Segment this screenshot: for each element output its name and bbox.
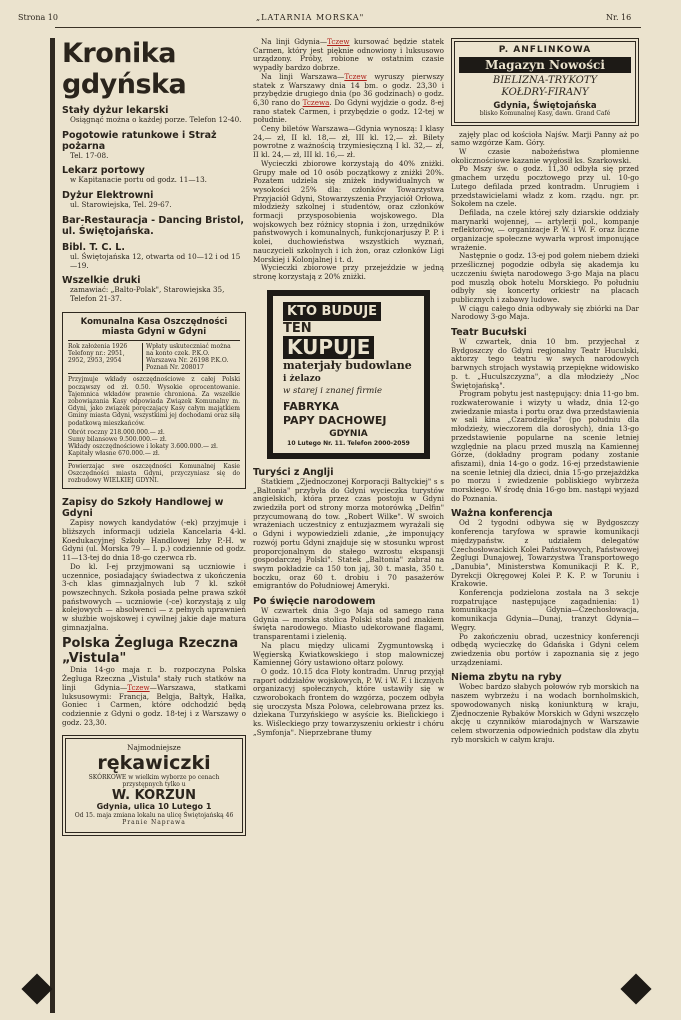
page-label: Strona 10 bbox=[18, 13, 58, 22]
issue-number: Nr. 16 bbox=[606, 13, 632, 22]
swieto-heading: Po święcie narodowem bbox=[253, 596, 376, 608]
ad-line: PAPY DACHOWEJ bbox=[283, 413, 387, 427]
section-heading: Wszelkie druki bbox=[62, 275, 141, 287]
korzun-advert bbox=[62, 735, 246, 835]
section-heading: Lekarz portowy bbox=[62, 165, 145, 177]
article-text: W ciągu całego dnia odbywały się zbiórki na Dar Narodowy 3-go Maja. bbox=[451, 303, 639, 322]
ad-line: i żelazo bbox=[283, 373, 321, 384]
ad-line: KUPUJE bbox=[283, 336, 374, 359]
diamond-ornament bbox=[21, 973, 52, 1004]
column-1 bbox=[62, 38, 246, 1010]
tczew-highlight: Tczew bbox=[344, 71, 367, 81]
papa-advert bbox=[267, 290, 430, 459]
section-heading: Pogotowie ratunkowe i Straż pożarna bbox=[62, 129, 217, 152]
kasa-title: Komunalna Kasa Oszczędności miasta Gdyni w Gdyni bbox=[80, 316, 228, 337]
section-heading: Dyżur Elektrowni bbox=[62, 190, 154, 202]
teatr-text: W czwartek, dnia 10 bm. przyjechał z Bydgoszczy do Gdyni regjonalny Teatr Huculski, aktorzy tego teatru w swych narodowych barwnych strojach wystawią przepiękne widowisko p. t. „Huculszczyzna", a dla młodzieży „Noc Świętojańską". bbox=[451, 337, 639, 390]
swieto-text: W czwartek dnia 3-go Maja od samego rana Gdynia — morska stolica Polski stała pod znakiem święta narodowego. Miasto udekorowane flagami, transparentami i zielenią. bbox=[253, 606, 444, 642]
ad-line: FABRYKA bbox=[283, 399, 340, 413]
kronika-title: Kronika gdyńska bbox=[62, 38, 187, 100]
column-3 bbox=[451, 38, 639, 1010]
ryby-text: Wobec bardzo słabych połowów ryb morskich na naszem wybrzeżu i na wodach bornholmskich, spowodowanych niską koniunkturą w kraju, Zjednoczenie Rybaków Morskich w Gdyni wszczęło akcję u czynników miarodajnych w Warszawie celem stworzenia odpowiednich podstaw dla zbytu ryb morskich w całym kraju. bbox=[451, 682, 639, 744]
tczew-highlight: Tczewa bbox=[302, 97, 330, 107]
ad-line: materjały budowlane bbox=[283, 358, 412, 372]
section-heading: Stały dyżur lekarski bbox=[62, 105, 169, 116]
article-text: Następnie o godz. 13-ej pod gołem niebem dzieki prześlicznej pogodzie odbyła się akademja ku uczczeniu święta narodowego 3-go Maja na placu pod muszlą obok hotelu Morskiego. Po południu odbyły się koncerty orkiestr na placach publicznych i zabawy ludowe. bbox=[451, 251, 639, 304]
ad-line: SKÓRKOWE w wielkim wyborze po cenach przystępnych tylko u bbox=[88, 774, 220, 789]
ad-line: KOŁDRY-FIRANY bbox=[501, 86, 589, 98]
article-text: zajęły plac od kościoła Najśw. Marji Panny aż po samo wzgórze Kam. Góry. bbox=[451, 129, 639, 148]
ad-line: Od 15. maja zmiana lokalu na ulicę Świętojańską 46 bbox=[74, 812, 234, 820]
section-heading: Bar-Restauracja - Dancing Bristol, ul. Świętojańska. bbox=[62, 214, 244, 237]
kasa-advert bbox=[62, 312, 246, 490]
tczew-highlight: Tczew bbox=[327, 38, 350, 46]
article-text: Defilada, na czele której szły dziarskie oddziały marynarki wojennej, — artylerji pol., kompanje reflektorów, — organizacje P. W. i W. F. oraz liczne organizacje społeczne wywarła wprost imponujące wrażenie. bbox=[451, 207, 639, 252]
article-text: Wycieczki zbiorowe korzystają do 40% zniżki. Grupy małe od 10 osób początkowy z zniżki 20%. Pozatem udziela się zniżek indywidualnych w wysokości 25% dla: członków Towarzystwa Przyjaciół Gdyni, Stowarzyszenia Przyjaciół Orłowa, młodzieży szkolnej i studentów, oraz członków formacji przysposobienia wojskowego. Dla wojskowych bez różnicy stopnia i żon, urzędników państwowych i komunalnych, funkcjonarjuszy P. P. i kolei, duchowieństwa wszystkich wyznań, nauczycieli szkolnych i ich żon, oraz członków Ligi Morskiej i Kolonjalnej i t. d. bbox=[253, 158, 444, 264]
chronicle-list bbox=[62, 105, 246, 304]
article-text: Wycieczki zbiorowe przy przejeździe w jedną stronę korzystają z 20% zniżki. bbox=[253, 263, 444, 281]
ad-line: Pranie Naprawa bbox=[122, 819, 186, 827]
teatr-heading: Teatr Bucułski bbox=[451, 327, 527, 339]
article-text: W czasie nabożeństwa płomienne okolicznościowe kazanie wygłosił ks. Szarkowski. bbox=[451, 147, 639, 165]
ad-line: Gdynia, ulica 10 Lutego 1 bbox=[96, 802, 212, 812]
kasa-body: Przyjmuje wkłady oszczędnościowe z całej Polski począwszy od zł. 0.50. Wysokie oprocentowanie. Tajemnica wkładów prawnie chroniona. Za wszelkie zobowiązania Kasy odpowiada Związek Komunalny m. Gdyni, jako związek poręczający Kasy całym majątkiem Gminy miasta Gdyni, wszystkimi jej dochodami oraz siłą podatkową mieszkańców. bbox=[68, 373, 240, 426]
zegluga-text: Dnia 14-go maja r. b. rozpoczyna Polska Żegluga Rzeczna „Vistula" stały ruch statków na linji Gdynia—Tczew—Warszawa, statkami luksusowymi: Francja, Belgja, Bałtyk, Hałka, Goniec i Carmen, które odchodzić będą codziennie z Gdyni o godz. 18-tej i z Warszawy o godz. 23,30. bbox=[62, 665, 246, 727]
section-text: ul. Świętojańska 12, otwarta od 10—12 i od 15—19. bbox=[70, 251, 241, 270]
ad-line: Magazyn Nowości bbox=[459, 57, 631, 73]
kasa-stat: Obrót roczny 218.000.000.— zł. bbox=[68, 428, 165, 436]
kasa-footer: Powierzając swe oszczędności Komunalnej Kasie Oszczędności miasta Gdyni, przyczyniasz się do rozbudowy WIELKIEJ GDYNI. bbox=[68, 460, 240, 485]
ad-line: BIELIZNA-TRYKOTY bbox=[492, 74, 598, 86]
ad-line: Gdynia, Świętojańska bbox=[493, 100, 597, 111]
article-text: Ceny biletów Warszawa—Gdynia wynoszą: I klasy 24,— zł, II kl. 18,— zł, III kl. 12,— zł. Bilety powrotne z ważnością trzymiesięczną I kl. 32,— zł, II kl. 24,— zł, III kl. 16,— zł. bbox=[253, 124, 444, 160]
section-text: w Kapitanacie portu od godz. 11—13. bbox=[70, 175, 207, 185]
anflinkowa-advert bbox=[451, 38, 639, 126]
konferencja-text: Po zakończeniu obrad, uczestnicy konferencji odbędą wycieczkę do Gdańska i Gdyni celem zwiedzenia obu portów i zapoznania się z jego urządzeniami. bbox=[451, 631, 639, 667]
swieto-text: O godz. 10.15 dca Floty kontradm. Unrug przyjął raport oddziałów wojskowych, P. W. i W. F. i licznych organizacyj społecznych, które ustawiły się w czworobokach frontem do wzgórza, poczem odbyła się uroczysta Msza Polowa, celebrowana przez ks. dziekana Turzyńskiego w asyście ks. Bielickiego i ks. Wiśleckiego przy towarzyszeniu orkiestr i chóru „Symfonja". Nieprzebrane tłumy bbox=[253, 666, 444, 737]
header-rule bbox=[55, 27, 641, 28]
article-text: Na linji Warszawa—Tczew wyruszy pierwszy statek z Warszawy dnia 14 bm. o godz. 23,30 i przybędzie drugiego dnia (po 36 godzinach) o godz. 6,30 rano do Tczewa. Do Gdyni wyjdzie o godz. 8-ej rano statek Carmen, i przybędzie o godz. 12-tej w południe. bbox=[253, 71, 444, 125]
ad-line: GDYNIA bbox=[329, 428, 368, 439]
konferencja-text: Konferencja podzielona została na 3 sekcje rozpatrujące następujące zagadnienia: 1) komunikacja Gdynia—Czechosłowacja, komunikacja Gdynia—Dunaj, tranzyt Gdynia—Węgry. bbox=[451, 588, 639, 632]
section-text: Tel. 17-08. bbox=[70, 150, 109, 160]
kasa-founded: Rok założenia 1926 bbox=[68, 342, 128, 350]
section-heading: Bibl. T. C. L. bbox=[62, 241, 125, 253]
section-text: Osiągnąć można o każdej porze. Telefon 12-40. bbox=[70, 115, 242, 124]
konferencja-heading: Ważna konferencja bbox=[451, 508, 553, 520]
swieto-text: Na placu między ulicami Zygmuntowską i Węgierską Kwiatkowskiego i stop malowniczej Kamiennej Góry ustawiono ołtarz polowy. bbox=[253, 640, 444, 668]
turysci-text: Statkiem „Zjednoczonej Korporacji Baltyckiej" s s „Baltonia" przybyła do Gdyni wycieczka turystów angielskich, która przez czas postoju w Gdyni zwiedziła port od strony morza motorówką „Delfin" przycumowaną do tow. „Robert Wilke". W swoich wrażeniach uczestnicy z entuzjazmem wyrażali się o Gdyni i wypowiedzieli zdanie, „że imponujący rozwój portu Gdyni znajduje się w stosunku wprost proporcjonalnym do stałego wzrostu ekspansji gospodarczej Polski". Statek „Baltonia" zabrał na swym pokładzie ca 150 ton jaj, 30 t. masła, 350 t. boczku, oraz 60 t. drobiu i 70 pasażerów emigrantów do Południowej Ameryki. bbox=[253, 476, 444, 591]
ad-line: blisko Komunalnej Kasy, dawn. Grand Café bbox=[479, 110, 611, 118]
kasa-phones: Telefony nr.: 2951, 2952, 2953, 2954 bbox=[68, 349, 125, 365]
konferencja-text: Od 2 tygodni odbywa się w Bydgoszczy konferencja taryfowa w sprawie komunikacji międzypaństw. z udziałem delegatów Czechosłowackich Kolei Państwowych, Państwowej Żeglugi Dunajowej, Towarzystwa Transportowego „Danubia", Ministerstwa Komunikacji P. K. P., Dyrekcji Okręgowej Kolei P. K. P. w Toruniu i Krakowie. bbox=[451, 518, 639, 589]
tczew-highlight: Tczew bbox=[127, 682, 150, 692]
kasa-stat: Kapitały własne 670.000.— zł. bbox=[68, 450, 160, 458]
zapisy-text-2: Do kl. I-ej przyjmowani są uczniowie i uczennice, posiadający świadectwa z ukończenia 3-ch klas gimnazjalnych lub 7 kl. szkół powszechnych. Szkoła posiada pełne prawa szkół państwowych — uczniowie (-ce) korzystają z ulg kolejowych — absolwenci — z pełnych uprawnień w służbie wojskowej i cywilnej jakie daje matura gimnazjalna. bbox=[62, 561, 246, 632]
article-text: Po Mszy św. o godz. 11,30 odbyła się przed gmachem urzędu pocztowego przy ul. 10-go Lutego defilada przed kontradm. Unrugiem i przedstawicielami władz z kom. rządu. ngr. pr. Sokołem na czele. bbox=[451, 164, 639, 209]
ad-line: P. ANFLINKOWA bbox=[498, 45, 592, 55]
page-header bbox=[0, 0, 681, 28]
column-2 bbox=[253, 38, 444, 1010]
newspaper-title: „LATARNIA MORSKA" bbox=[256, 13, 365, 22]
kasa-stat: Sumy bilansowe 9.500.000.— zł. bbox=[68, 436, 167, 444]
kasa-wplaty: Wpłaty uskuteczniać można na konto czek. P.K.O. Warszawa Nr. 26198 P.K.O. Poznań Nr. 208017 bbox=[142, 343, 240, 372]
article-text: Na linji Gdynia—Tczew kursować będzie statek Carmen, który jest pięknie odnowiony i luksusowo urządzony. Próby, robione w ostatnim czasie wypadły bardzo dobrze. bbox=[253, 38, 444, 73]
left-border-bar bbox=[50, 38, 55, 1013]
ad-line: 10 Lutego Nr. 11. Telefon 2000-2059 bbox=[287, 439, 410, 447]
ad-line: rękawiczki bbox=[97, 752, 211, 775]
ryby-heading: Niema zbytu na ryby bbox=[451, 672, 562, 684]
ad-line: KTO BUDUJE bbox=[283, 302, 381, 321]
section-text: ul. Starowiejska, Tel. 29-67. bbox=[70, 200, 172, 210]
ad-line: TEN bbox=[283, 320, 312, 336]
zapisy-heading: Zapisy do Szkoły Handlowej w Gdyni bbox=[62, 497, 224, 520]
ad-line: W. KORZUN bbox=[111, 788, 197, 804]
section-text: zamawiać: „Balto-Polak", Starowiejska 35, Telefon 21-37. bbox=[70, 285, 225, 303]
ad-line: w starej i znanej firmie bbox=[283, 385, 383, 396]
kasa-stat: Wkłady oszczędnościowe i lokaty 3.600.000.— zł. bbox=[68, 443, 218, 451]
turysci-heading: Turyści z Anglji bbox=[253, 466, 334, 478]
zapisy-text: Zapisy nowych kandydatów (-ek) przyjmuje i bliższych informacji udziela Kancelaria 4-kl. Koedukacyjnej Szkoły Handlowej Izby P.-H. w Gdyni (ul. Morska 79 — I. p.) codziennie od godz. 11—13-tej do dnia 18-go czerwca rb. bbox=[62, 518, 246, 563]
teatr-text: Program pobytu jest następujący: dnia 11-go bm. rozkwaterowanie i wizyty u władz, dnia 12-go zwiedzanie miasta i portu oraz dwa przedstawienia w sali kina „Czarodziejka" (po południu dla młodzieży, wieczorem dla dorosłych), dnia 13-go przedstawienie popularne na scenie letniej względnie na placu przed muszlą na Kamiennej Górze, (dokładny program podany zostanie afiszami), dnia 14-go o godz. 16-ej przedstawienie na scenie letniej dla dzieci, dnia 15-go przejażdżka po morzu i zwiedzenie pobliskiego wybrzeża morskiego. W środę dnia 16-go bm. nastąpi wyjazd do Poznania. bbox=[451, 389, 639, 503]
zegluga-heading: Polska Żegluga Rzeczna „Vistula" bbox=[62, 636, 239, 667]
ad-line: Najmodniejsze bbox=[127, 743, 181, 753]
